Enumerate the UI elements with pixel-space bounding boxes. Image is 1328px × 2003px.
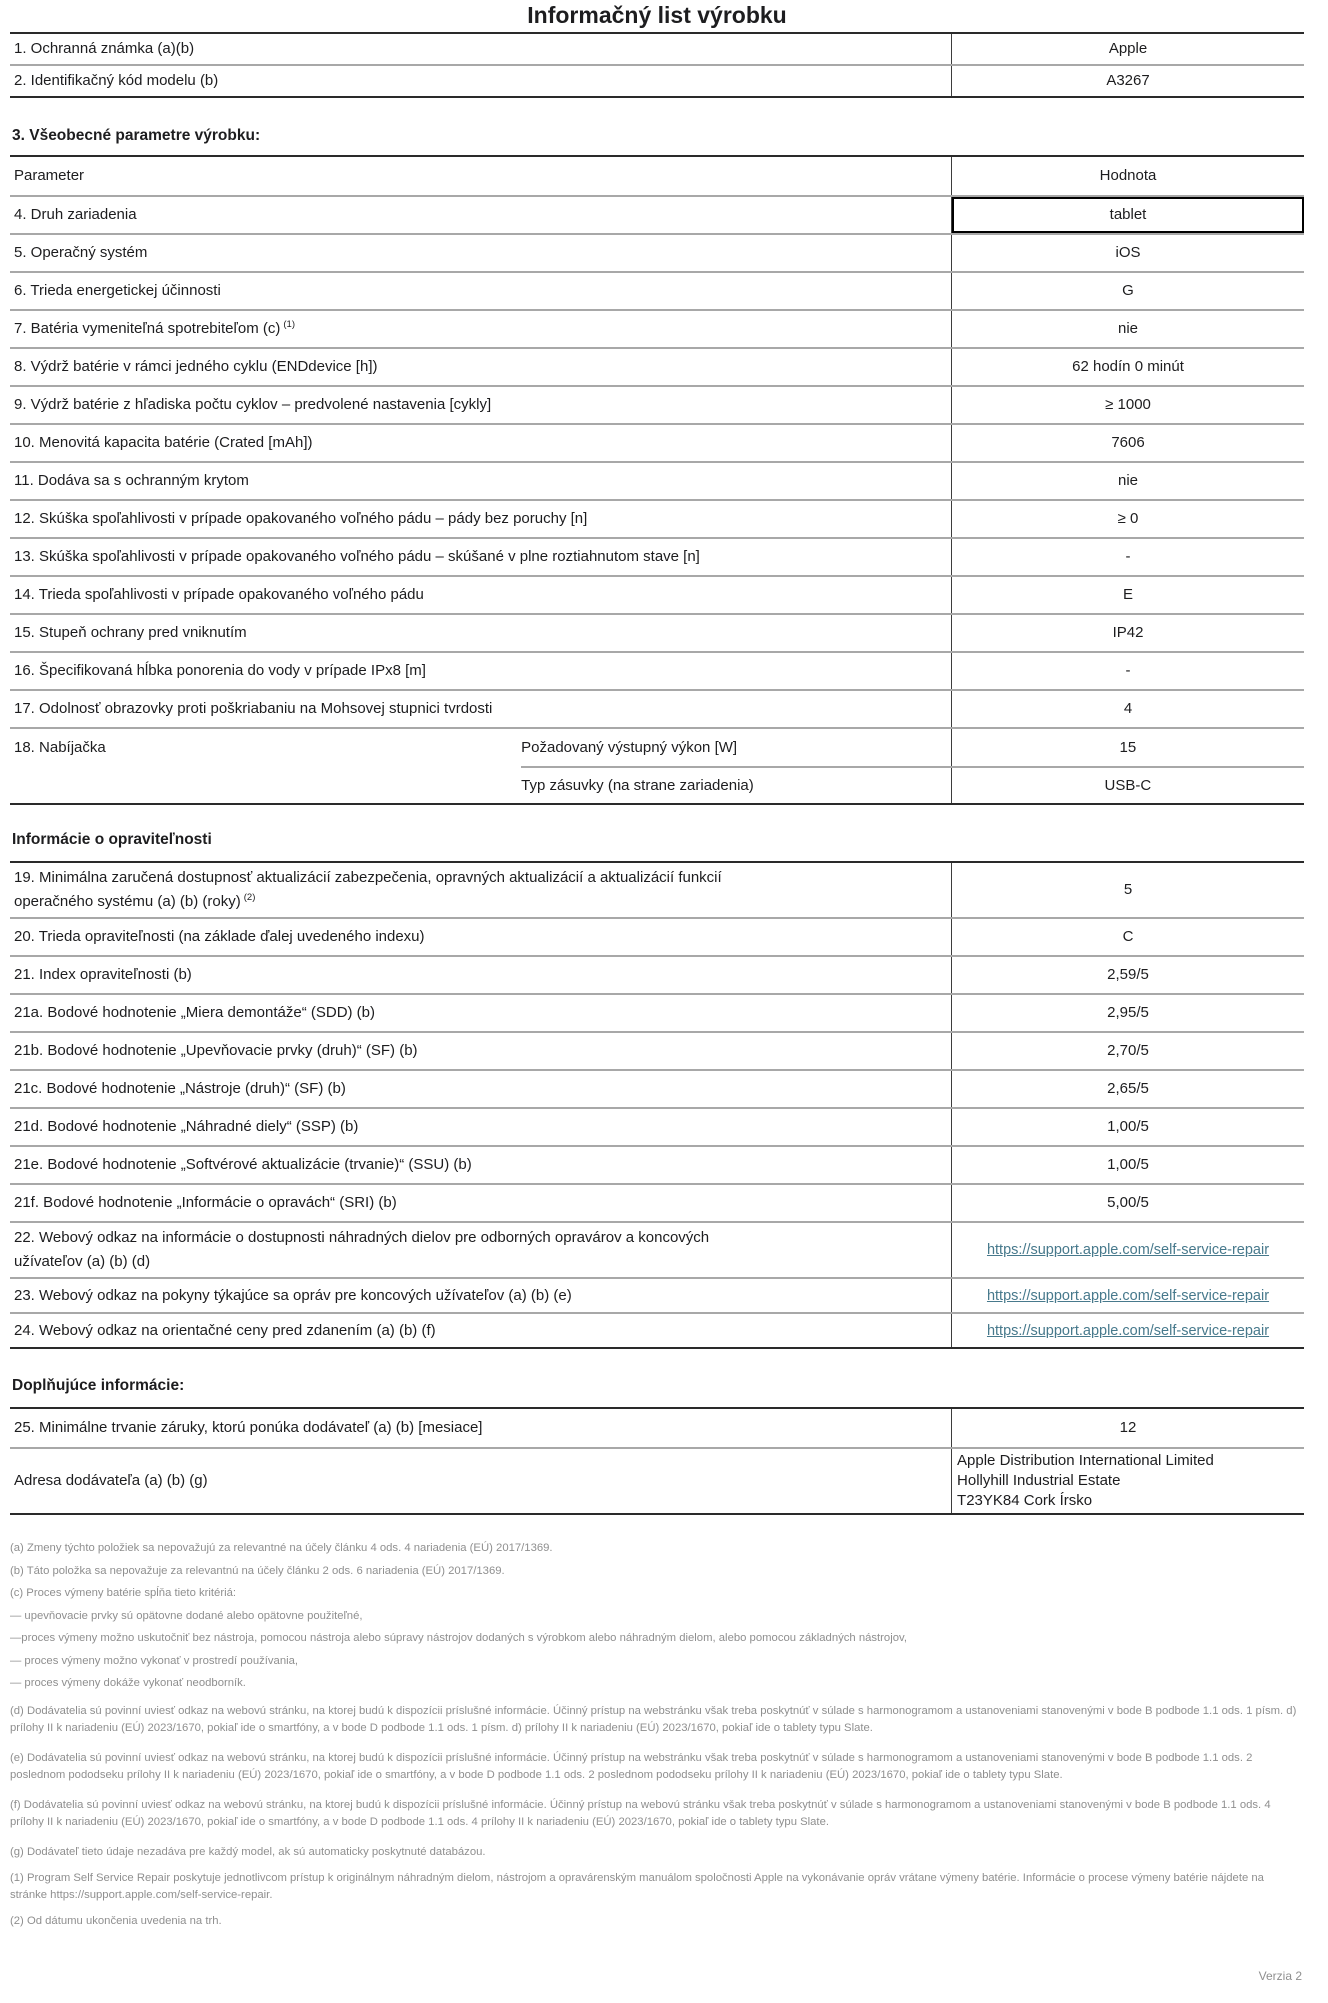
row-label: 19. Minimálna zaručená dostupnosť aktualizácií zabezpečenia, opravných aktualizácií a aktualizácií funkcií operačného systému (a) (b) (roky) $^{(2)}$ [10,863,952,917]
address-line: Apple Distribution International Limited [957,1452,1214,1469]
table-row [10,34,1304,64]
row-label: 21f. Bodové hodnotenie „Informácie o opravách“ (SRI) (b) [10,1185,952,1221]
row-label: 21c. Bodové hodnotenie „Nástroje (druh)“ (SF) (b) [10,1071,952,1107]
row-value: 2,59/5 [1107,966,1149,983]
footnote-b: (b) Táto položka sa nepovažuje za relevantnú na účely článku 2 ods. 6 nariadenia (EÚ) 2017/1369. [10,1564,505,1577]
row-value [952,1279,1304,1312]
row-label: 2. Identifikačný kód modelu (b) [10,66,952,96]
row-label: 1. Ochranná známka (a)(b) [10,34,952,64]
footnote-e: (e) Dodávatelia sú povinní uviesť odkaz na webovú stránku, na ktorej budú k dispozícii príslušné informácie. Účinný prístup na webstránku však treba poskytnúť v súlade s harmonogramom a ustanoveniami stanovenými v bode B podbode 1.1 ods. 2 poslednom pododseku prílohy II k nariadeniu (EÚ) 2023/1670, pokiaľ ide o smartfóny, a v bode D podbode 1.1 ods. 2 poslednom pododseku prílohy II k nariadeniu (EÚ) 2023/1670, pokiaľ ide o tablety typu Slate. [10,1752,1253,1781]
footnote-f: (f) Dodávatelia sú povinní uviesť odkaz na webovú stránku, na ktorej budú k dispozícii príslušné informácie. Účinný prístup na webovú stránku však treba poskytnúť v súlade s harmonogramom a ustanoveniami stanovenými v bode B podbode 1.1 ods. 4 prílohy II k nariadeniu (EÚ) 2023/1670, pokiaľ ide o smartfóny, a v bode D podbode 1.1 ods. 4 prílohy II k nariadeniu (EÚ) 2023/1670, pokiaľ ide o tablety typu Slate. [10,1799,1271,1828]
table-row [10,955,1304,993]
row-label: 21e. Bodové hodnotenie „Softvérové aktualizácie (trvanie)“ (SSU) (b) [10,1147,952,1183]
page-title: Informačný list výrobku [527,2,787,28]
row-value: G [1122,282,1134,299]
device-type-value: tablet [952,197,1304,233]
table-row [521,766,1304,803]
row-value [952,1223,1304,1277]
row-label: 13. Skúška spoľahlivosti v prípade opakovaného voľného pádu – skúšané v plne roztiahnutom stave [n] [10,539,952,575]
footnote-c-item: — proces výmeny možno vykonať v prostredí používania, [10,1654,299,1667]
footnote-ref-2: (2) [243,892,256,903]
row-label: 24. Webový odkaz na orientačné ceny pred zdanením (a) (b) (f) [10,1314,952,1347]
row-value: A3267 [1106,72,1150,89]
row-value: 5 [1123,881,1133,898]
footnote-c: (c) Proces výmeny batérie spĺňa tieto kritériá: [10,1587,237,1599]
footnote-d: (d) Dodávatelia sú povinní uviesť odkaz na webovú stránku, na ktorej budú k dispozícii príslušné informácie. Účinný prístup na webstránku však treba poskytnúť v súlade s harmonogramom a ustanoveniami stanovenými v bode B podbode 1.1 ods. 1 písm. d) prílohy II k nariadeniu (EÚ) 2023/1670, pokiaľ ide o smartfóny, a v bode D podbode 1.1 ods. 1 písm. d) prílohy II k nariadeniu (EÚ) 2023/1670, pokiaľ ide o tablety typu Slate. [10,1705,1297,1734]
table-row [10,1277,1304,1312]
table-row [10,271,1304,309]
row-label: 8. Výdrž batérie v rámci jedného cyklu (ENDdevice [h]) [10,349,952,385]
row-value: iOS [1115,244,1141,261]
table-row [10,461,1304,499]
footnote-g: (g) Dodávateľ tieto údaje nezadáva pre každý model, ak sú automaticky poskytnuté databázou. [10,1846,486,1858]
table-row [10,1312,1304,1347]
table-row [10,993,1304,1031]
table-row [10,499,1304,537]
table-row [521,729,1304,766]
row-value: 2,65/5 [1107,1080,1149,1097]
table-row [10,537,1304,575]
row-label: 21b. Bodové hodnotenie „Upevňovacie prvky (druh)“ (SF) (b) [10,1033,952,1069]
product-sheet [10,3,1304,1930]
table-row [10,1447,1304,1513]
table-row [10,309,1304,347]
row-label: 21a. Bodové hodnotenie „Miera demontáže“ (SDD) (b) [10,995,952,1031]
row-label: 21. Index opraviteľnosti (b) [10,957,952,993]
row-label: 5. Operačný systém [10,235,952,271]
row-value: 4 [1123,700,1133,717]
row-value: 62 hodín 0 minút [1072,358,1184,375]
row-value: 2,70/5 [1107,1042,1149,1059]
column-header-value: Hodnota [1099,167,1157,184]
table-row [10,233,1304,271]
row-label: 23. Webový odkaz na pokyny týkajúce sa opráv pre koncových užívateľov (a) (b) (e) [10,1279,952,1312]
row-label: 21d. Bodové hodnotenie „Náhradné diely“ (SSP) (b) [10,1109,952,1145]
row-label: 16. Špecifikovaná hĺbka ponorenia do vody v prípade IPx8 [m] [10,653,952,689]
charger-row [10,727,1304,803]
row-value: - [1125,548,1131,565]
row-label: Požadovaný výstupný výkon [W] [521,729,952,766]
row-value: E [1123,586,1134,603]
row-label: 20. Trieda opraviteľnosti (na základe ďalej uvedeného indexu) [10,919,952,955]
footnote-ref-1: (1) [283,319,295,330]
row-label: 9. Výdrž batérie z hľadiska počtu cyklov – predvolené nastavenia [cykly] [10,387,952,423]
row-label: Adresa dodávateľa (a) (b) (g) [10,1449,952,1513]
row-label: 11. Dodáva sa s ochranným krytom [10,463,952,499]
row-value: 2,95/5 [1107,1004,1149,1021]
address-line: Hollyhill Industrial Estate [957,1472,1121,1489]
row-value: C [1122,928,1134,945]
footnotes [10,1540,1304,1930]
table-row [10,1069,1304,1107]
row-label: 12. Skúška spoľahlivosti v prípade opakovaného voľného pádu – pády bez poruchy [n] [10,501,952,537]
row-label: 14. Trieda spoľahlivosti v prípade opakovaného voľného pádu [10,577,952,613]
table-row [10,863,1304,917]
row-value: IP42 [1112,624,1144,641]
version-label: Verzia 2 [1258,1969,1302,1983]
row-value: - [1125,662,1131,679]
table-row [10,689,1304,727]
row-value: nie [1118,472,1139,489]
table-row [10,917,1304,955]
row-label: 22. Webový odkaz na informácie o dostupnosti náhradných dielov pre odborných opravárov a koncových užívateľov (a) (b) (d) [10,1223,952,1277]
additional-info-table [10,1407,1304,1515]
identity-table [10,32,1304,98]
row-value: 5,00/5 [1107,1194,1149,1211]
footnote-c-item: — upevňovacie prvky sú opätovne dodané alebo opätovne použiteľné, [10,1609,363,1622]
section-heading-additional: Doplňujúce informácie: [12,1377,185,1394]
table-row [10,195,1304,233]
table-row [10,575,1304,613]
row-label: 4. Druh zariadenia [10,197,952,233]
row-label: 7. Batéria vymeniteľná spotrebiteľom (c) $^{(1)}$ [10,311,952,347]
row-label: 10. Menovitá kapacita batérie (Crated [mAh]) [10,425,952,461]
row-label: 18. Nabíjačka [14,739,106,756]
table-row [10,1031,1304,1069]
column-header-parameter: Parameter [10,157,952,195]
row-value: 1,00/5 [1107,1156,1149,1173]
supplier-address [952,1449,1304,1513]
repairability-table [10,861,1304,1349]
charger-sub-table [521,729,1304,803]
row-value: nie [1118,320,1139,337]
address-line: T23YK84 Cork Írsko [957,1492,1093,1509]
table-header-row [10,157,1304,195]
row-value: 12 [1119,1419,1137,1436]
row-value: ≥ 0 [1117,510,1139,527]
row-label: 6. Trieda energetickej účinnosti [10,273,952,309]
row-label: 17. Odolnosť obrazovky proti poškriabaniu na Mohsovej stupnici tvrdosti [10,691,952,727]
table-row [10,1145,1304,1183]
footnote-c-item: — proces výmeny dokáže vykonať neodborník. [10,1677,246,1689]
row-label: Typ zásuvky (na strane zariadenia) [521,768,952,803]
row-value: USB-C [1104,777,1152,794]
table-row [10,613,1304,651]
row-value: Apple [1108,40,1148,57]
section-heading-repairability: Informácie o opraviteľnosti [12,831,212,848]
row-label: 15. Stupeň ochrany pred vniknutím [10,615,952,651]
row-value: ≥ 1000 [1105,396,1151,413]
row-value [952,1314,1304,1347]
table-row [10,347,1304,385]
table-row [10,651,1304,689]
table-row [10,423,1304,461]
footnote-a: (a) Zmeny týchto položiek sa nepovažujú za relevantné na účely článku 4 ods. 4 nariadenia (EÚ) 2017/1369. [10,1542,553,1554]
table-row [10,1183,1304,1221]
footnote-c-item: —proces výmeny možno uskutočniť bez nástroja, pomocou nástroja alebo súpravy nástrojov dodaných s výrobkom alebo náhradným dielom, alebo pomocou základných nástrojov, [10,1632,907,1644]
footnote-2: (2) Od dátumu ukončenia uvedenia na trh. [10,1915,222,1927]
table-row [10,64,1304,96]
section-heading-general: 3. Všeobecné parametre výrobku: [12,127,261,144]
row-value: 1,00/5 [1107,1118,1149,1135]
row-value: 15 [1119,739,1137,756]
general-parameters-table [10,155,1304,805]
footnote-1: (1) Program Self Service Repair poskytuje jednotlivcom prístup k originálnym náhradným dielom, nástrojom a opravárenským manuálom spoločnosti Apple na vykonávanie opráv vrátane výmeny batérie. Informácie o procese výmeny batérie nájdete na stránke https://support.apple.com/self-service-repair. [10,1872,1264,1901]
spare-parts-link[interactable]: https://support.apple.com/self-service-repair [986,1242,1270,1258]
table-row [10,1409,1304,1447]
table-row [10,1221,1304,1277]
row-label: 25. Minimálne trvanie záruky, ktorú ponúka dodávateľ (a) (b) [mesiace] [10,1409,952,1447]
table-row [10,1107,1304,1145]
repair-instructions-link[interactable]: https://support.apple.com/self-service-repair [986,1287,1270,1304]
pricing-link[interactable]: https://support.apple.com/self-service-repair [986,1322,1270,1339]
table-row [10,385,1304,423]
row-value: 7606 [1111,434,1145,451]
